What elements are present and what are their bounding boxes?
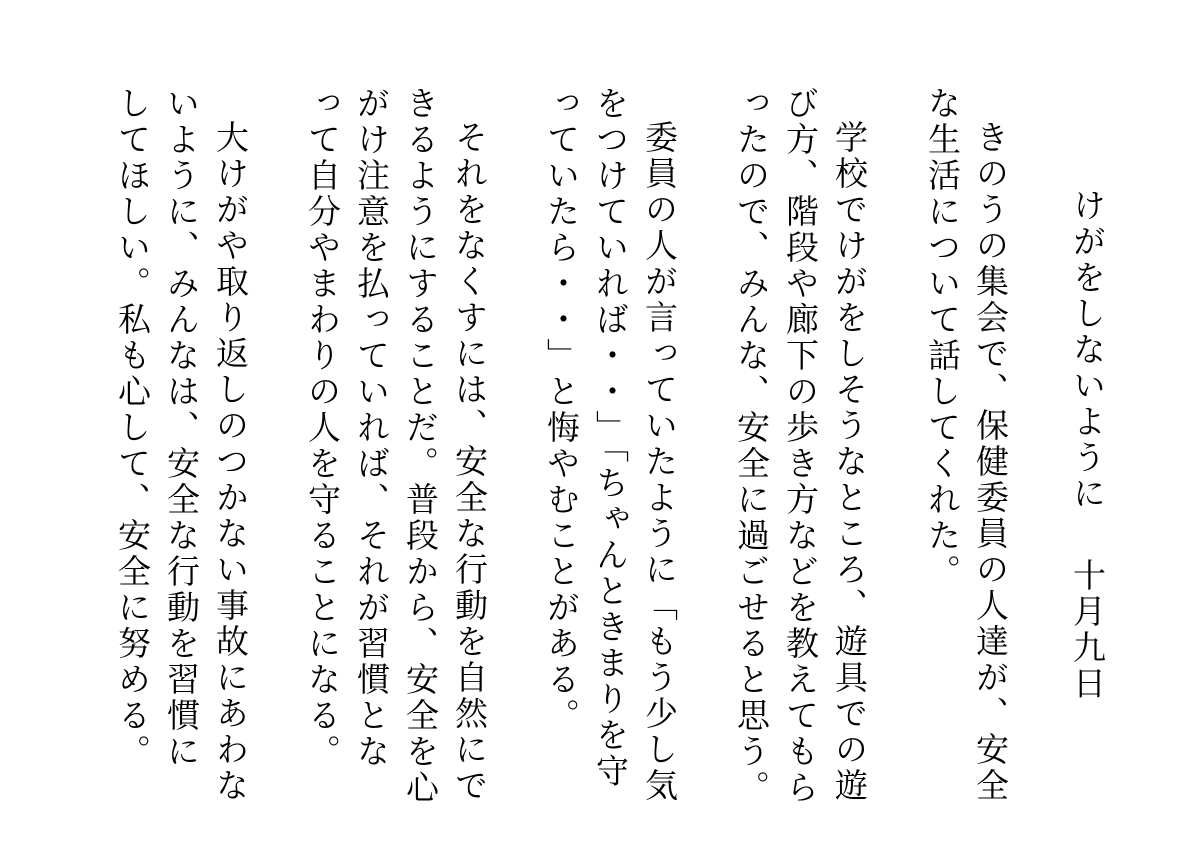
- text-line-2: な生活について話してくれた。: [923, 86, 962, 590]
- essay-date: 十月九日: [1068, 558, 1107, 702]
- text-line-11: がけ注意を払っていれば、それが習慣とな: [352, 86, 391, 770]
- text-line-9: それをなくすには、安全な行動を自然にで: [450, 120, 489, 804]
- text-line-13: 大けがや取り返しのつかない事故にあわな: [211, 120, 250, 804]
- text-line-14: いように、みんなは、安全な行動を習慣に: [162, 86, 201, 770]
- text-line-4: び方、階段や廊下の歩き方などを教えてもら: [781, 86, 820, 806]
- text-line-3: 学校でけがをしそうなところ、遊具での遊: [830, 120, 869, 804]
- text-line-6: 委員の人が言っていたように「もう少し気: [640, 120, 679, 804]
- text-line-15: してほしい。私も心して、安全に努める。: [113, 86, 152, 770]
- text-line-5: ったので、みんな、安全に過ごせると思う。: [732, 86, 771, 806]
- text-line-1: きのうの集会で、保健委員の人達が、安全: [971, 120, 1010, 804]
- text-line-10: きるようにすることだ。普段から、安全を心: [401, 86, 440, 806]
- essay-title: けがをしないように: [1068, 188, 1107, 512]
- text-line-8: っていたら・・」と悔やむことがある。: [542, 86, 581, 734]
- text-line-12: って自分やまわりの人を守ることになる。: [303, 86, 342, 770]
- text-line-7: をつけていれば・・」「ちゃんときまりを守: [591, 86, 630, 790]
